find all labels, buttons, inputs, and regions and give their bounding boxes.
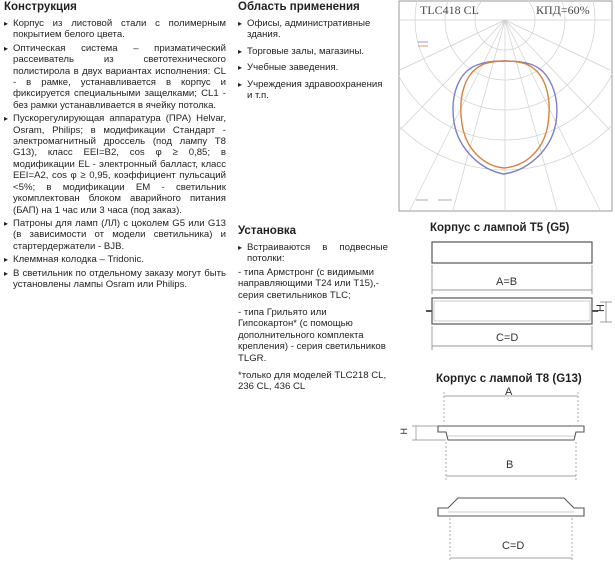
construction-section: [4, 0, 226, 292]
construction-title: Конструкция: [4, 1, 77, 13]
t5-dim-h: H: [595, 304, 607, 312]
t8-dim-h: H: [399, 428, 409, 435]
t8-dim-cd: C=D: [502, 540, 525, 552]
t5-housing-drawing: [426, 238, 615, 356]
t5-dim-ab: A=B: [496, 276, 518, 288]
application-item: ▸ Офисы, административные здания.: [238, 18, 388, 41]
t8-title: Корпус с лампой Т8 (G13): [436, 373, 582, 385]
installation-grilyato: - типа Грильято или Гипсокартон* (с помощью дополнительного комплекта крепления) - серия светильников TLGR.: [238, 307, 386, 364]
installation-intro: ▸ Встраиваются в подвесные потолки:: [238, 242, 388, 265]
construction-item: ▸ В светильник по отдельному заказу могут быть установлены лампы Osram или Philips.: [4, 268, 226, 291]
application-item: ▸ Учреждения здравоохранения и т.п.: [238, 79, 388, 102]
application-section: [238, 0, 388, 106]
t8-dim-a: A: [505, 386, 513, 398]
application-item: ▸ Торговые залы, магазины.: [238, 46, 388, 57]
t5-title: Корпус с лампой Т5 (G5): [430, 222, 570, 234]
construction-list: [4, 18, 226, 290]
t8-dim-b: B: [506, 459, 514, 471]
polar-model-label: TLC418 CL: [420, 3, 479, 17]
installation-armstrong: - типа Армстронг (с видимыми направляющими T24 или T15),- серия светильников TLC;: [238, 266, 380, 301]
installation-title: Установка: [238, 225, 297, 237]
polar-diagram-graphic: [398, 0, 613, 212]
t5-dim-cd: C=D: [496, 332, 519, 344]
application-list: [238, 18, 388, 101]
polar-diagram: [398, 0, 613, 212]
construction-item: ▸ Патроны для ламп (ЛЛ) с цоколем G5 или G13 (в зависимости от модели светильника) и стартердержатели - BJB.: [4, 218, 226, 252]
polar-efficiency-label: КПД=60%: [536, 3, 590, 17]
application-item: ▸ Учебные заведения.: [238, 62, 388, 73]
construction-item: ▸ Оптическая система – призматический рассеиватель из светотехнического полистирола в двух вариантах исполнения: CL - в рамке, устанавливается в корпус и фиксируется специальными защелками; CL1 - без рамки устанавливается в ячейку потолка.: [4, 43, 226, 111]
construction-item: ▸ Клеммная колодка – Tridonic.: [4, 254, 226, 265]
installation-section: [238, 224, 388, 399]
application-title: Область применения: [238, 1, 360, 13]
construction-item: ▸ Пускорегулирующая аппаратура (ПРА) Helvar, Osram, Philips; в модификации Стандарт - электромагнитный дроссель (под лампу T8 G13), класс EEI=B2, cos φ ≥ 0,85; в модификации EL - электронный балласт, класс EEI=A2, cos φ ≥ 0,95, коэффициент пульсаций <5%; в модификации EM - светильник укомплектован блоком аварийного питания (БАП) на 1 час или 3 часа (под заказ).: [4, 113, 226, 216]
construction-item: ▸ Корпус из листовой стали с полимерным покрытием белого цвета.: [4, 18, 226, 41]
installation-note: *только для моделей TLC218 CL, 236 CL, 436 CL: [238, 370, 387, 393]
